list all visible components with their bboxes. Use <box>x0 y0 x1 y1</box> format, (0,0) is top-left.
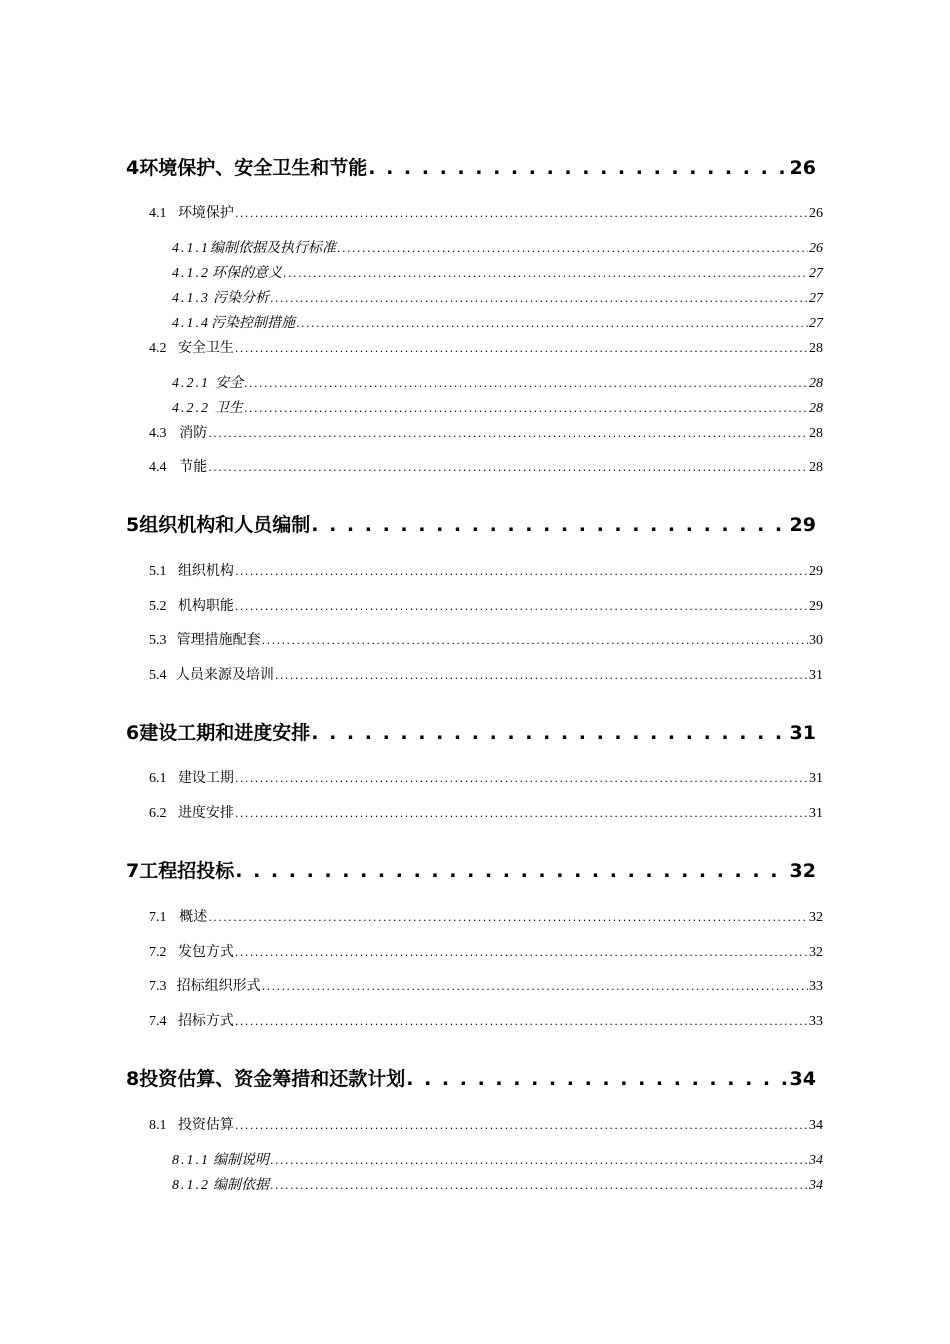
toc-entry-number: 7.2 <box>149 945 167 960</box>
toc-entry-number: 5.1 <box>149 564 167 579</box>
toc-entry-page-number: 32 <box>789 860 816 882</box>
toc-entry-title: 概述 <box>179 909 208 925</box>
toc-dot-leader <box>235 805 808 821</box>
toc-dot-leader <box>337 240 808 256</box>
toc-entry-page-number: 31 <box>809 668 823 683</box>
toc-entry-number: 4.1.4 <box>172 316 210 331</box>
toc-entry-title: 投资估算、资金筹措和还款计划 <box>139 1068 406 1090</box>
toc-dot-leader <box>275 667 808 683</box>
toc-dot-leader <box>235 598 808 614</box>
toc-entry-title: 环境保护、安全卫生和节能 <box>139 157 368 179</box>
toc-entry-page-number: 29 <box>789 514 816 536</box>
toc-dot-leader <box>262 978 808 994</box>
toc-entry-number: 4.1.2 <box>172 266 210 281</box>
toc-entry-level3[interactable] <box>172 1174 823 1194</box>
toc-entry-page-number: 34 <box>789 1068 816 1090</box>
toc-entry-page-number: 34 <box>809 1118 823 1133</box>
toc-entry-level1[interactable] <box>126 153 816 180</box>
toc-entry-page-number: 27 <box>809 316 823 331</box>
toc-entry-level3[interactable] <box>172 237 823 257</box>
toc-entry-level2[interactable] <box>149 456 823 476</box>
toc-entry-page-number: 30 <box>809 633 823 648</box>
toc-entry-title: 污染控制措施 <box>211 315 296 331</box>
toc-entry-title: 工程招投标 <box>139 860 235 882</box>
toc-entry-level2[interactable] <box>149 202 823 222</box>
toc-entry-number: 8.1 <box>149 1118 167 1133</box>
toc-entry-level2[interactable] <box>149 1114 823 1134</box>
toc-dot-leader <box>208 909 808 925</box>
toc-dot-leader <box>244 400 808 416</box>
toc-entry-number: 4.2.1 <box>172 376 210 391</box>
toc-entry-number: 7 <box>126 860 140 882</box>
toc-entry-level3[interactable] <box>172 312 823 332</box>
toc-entry-title: 人员来源及培训 <box>175 667 274 683</box>
toc-entry-number: 4.3 <box>149 426 167 441</box>
toc-entry-title: 建设工期 <box>177 770 234 786</box>
toc-dot-leader <box>311 514 788 536</box>
toc-entry-title: 管理措施配套 <box>176 632 261 648</box>
toc-entry-level1[interactable] <box>126 510 816 537</box>
toc-entry-title: 进度安排 <box>177 805 234 821</box>
toc-dot-leader <box>270 290 808 306</box>
toc-entry-page-number: 32 <box>809 910 823 925</box>
toc-entry-number: 7.3 <box>149 979 167 994</box>
toc-entry-page-number: 31 <box>809 806 823 821</box>
toc-entry-level3[interactable] <box>172 372 823 392</box>
toc-entry-title: 污染分析 <box>213 290 270 306</box>
toc-entry-page-number: 27 <box>809 266 823 281</box>
toc-entry-page-number: 32 <box>809 945 823 960</box>
toc-dot-leader <box>270 1177 808 1193</box>
toc-dot-leader <box>208 425 808 441</box>
toc-entry-title: 建设工期和进度安排 <box>139 722 311 744</box>
toc-entry-number: 6 <box>126 722 140 744</box>
toc-entry-level2[interactable] <box>149 560 823 580</box>
toc-entry-level3[interactable] <box>172 397 823 417</box>
toc-dot-leader <box>235 563 808 579</box>
toc-entry-number: 8.1.2 <box>172 1178 210 1193</box>
toc-entry-level1[interactable] <box>126 856 816 883</box>
toc-dot-leader <box>311 722 788 744</box>
toc-dot-leader <box>262 632 808 648</box>
toc-entry-page-number: 28 <box>809 401 823 416</box>
toc-entry-level2[interactable] <box>149 767 823 787</box>
toc-entry-number: 8.1.1 <box>172 1153 210 1168</box>
toc-entry-page-number: 29 <box>809 599 823 614</box>
toc-entry-number: 4.1.1 <box>172 241 210 256</box>
toc-entry-number: 6.2 <box>149 806 167 821</box>
toc-entry-title: 编制依据 <box>213 1177 270 1193</box>
toc-entry-level3[interactable] <box>172 262 823 282</box>
toc-entry-title: 安全 <box>215 375 244 391</box>
toc-entry-page-number: 31 <box>789 722 816 744</box>
toc-entry-number: 4.4 <box>149 460 167 475</box>
toc-entry-title: 编制依据及执行标准 <box>210 240 336 256</box>
toc-entry-page-number: 28 <box>809 341 823 356</box>
toc-entry-level2[interactable] <box>149 422 823 442</box>
toc-entry-title: 安全卫生 <box>177 340 234 356</box>
toc-entry-number: 8 <box>126 1068 140 1090</box>
toc-entry-title: 卫生 <box>215 400 244 416</box>
toc-entry-title: 环境保护 <box>177 205 234 221</box>
toc-dot-leader <box>235 205 808 221</box>
toc-entry-number: 4.2.2 <box>172 401 210 416</box>
toc-entry-title: 编制说明 <box>213 1152 270 1168</box>
toc-entry-page-number: 34 <box>809 1178 823 1193</box>
toc-entry-title: 组织机构 <box>177 563 234 579</box>
toc-entry-level3[interactable] <box>172 287 823 307</box>
toc-entry-page-number: 29 <box>809 564 823 579</box>
toc-dot-leader <box>235 944 808 960</box>
toc-dot-leader <box>283 265 808 281</box>
toc-entry-page-number: 28 <box>809 460 823 475</box>
toc-dot-leader <box>296 315 808 331</box>
toc-dot-leader <box>270 1152 808 1168</box>
toc-entry-title: 组织机构和人员编制 <box>139 514 311 536</box>
toc-dot-leader <box>208 459 808 475</box>
toc-entry-title: 环保的意义 <box>212 265 283 281</box>
toc-entry-number: 7.4 <box>149 1014 167 1029</box>
toc-entry-title: 招标方式 <box>177 1013 234 1029</box>
toc-entry-title: 招标组织形式 <box>176 978 261 994</box>
toc-entry-level2[interactable] <box>149 975 823 995</box>
toc-entry-number: 5.2 <box>149 599 167 614</box>
toc-dot-leader <box>244 375 808 391</box>
toc-entry-page-number: 26 <box>809 241 823 256</box>
toc-entry-page-number: 33 <box>809 979 823 994</box>
toc-entry-page-number: 27 <box>809 291 823 306</box>
toc-entry-number: 4.1 <box>149 206 167 221</box>
toc-dot-leader <box>235 860 788 882</box>
toc-entry-level3[interactable] <box>172 1149 823 1169</box>
toc-entry-level2[interactable] <box>149 595 823 615</box>
toc-entry-level2[interactable] <box>149 664 823 684</box>
toc-entry-title: 发包方式 <box>177 944 234 960</box>
toc-entry-number: 5.4 <box>149 668 167 683</box>
toc-entry-level2[interactable] <box>149 802 823 822</box>
toc-entry-number: 6.1 <box>149 771 167 786</box>
toc-entry-title: 投资估算 <box>177 1117 234 1133</box>
toc-entry-page-number: 26 <box>789 157 816 179</box>
toc-entry-level1[interactable] <box>126 1064 816 1091</box>
toc-entry-number: 5.3 <box>149 633 167 648</box>
toc-entry-number: 4.1.3 <box>172 291 210 306</box>
toc-dot-leader <box>235 770 808 786</box>
toc-entry-level2[interactable] <box>149 906 823 926</box>
toc-entry-level2[interactable] <box>149 941 823 961</box>
toc-entry-level2[interactable] <box>149 337 823 357</box>
toc-entry-level1[interactable] <box>126 718 816 745</box>
toc-dot-leader <box>368 157 788 179</box>
toc-entry-level2[interactable] <box>149 1010 823 1030</box>
toc-entry-page-number: 34 <box>809 1153 823 1168</box>
toc-entry-title: 消防 <box>179 425 208 441</box>
toc-entry-number: 5 <box>126 514 140 536</box>
toc-entry-page-number: 26 <box>809 206 823 221</box>
toc-dot-leader <box>235 1117 808 1133</box>
toc-entry-page-number: 28 <box>809 376 823 391</box>
toc-entry-number: 7.1 <box>149 910 167 925</box>
toc-entry-number: 4 <box>126 157 140 179</box>
toc-entry-page-number: 33 <box>809 1014 823 1029</box>
toc-dot-leader <box>406 1068 788 1090</box>
toc-entry-page-number: 31 <box>809 771 823 786</box>
toc-dot-leader <box>235 1013 808 1029</box>
toc-entry-level2[interactable] <box>149 629 823 649</box>
toc-entry-title: 节能 <box>179 459 208 475</box>
toc-dot-leader <box>235 340 808 356</box>
toc-entry-page-number: 28 <box>809 426 823 441</box>
toc-entry-number: 4.2 <box>149 341 167 356</box>
toc-entry-title: 机构职能 <box>177 598 234 614</box>
